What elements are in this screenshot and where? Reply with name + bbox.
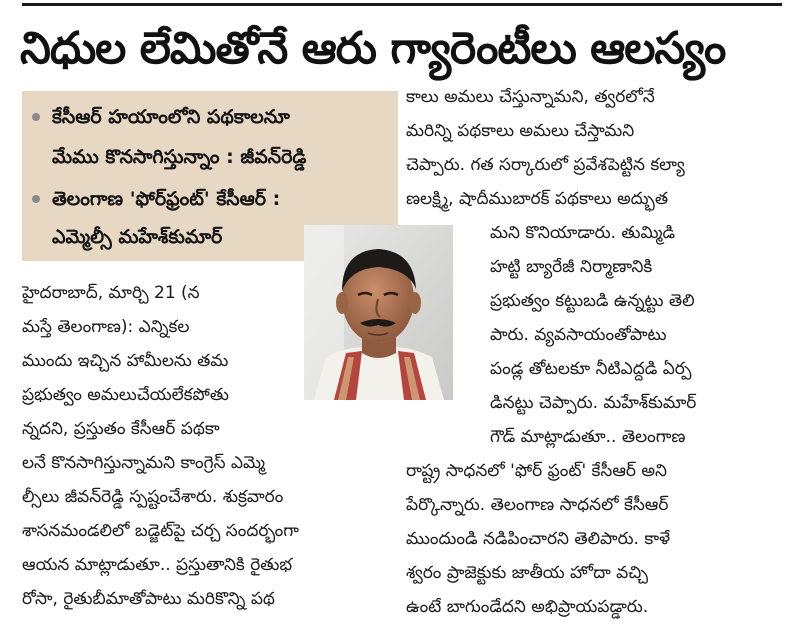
highlight-2-line-1: తెలంగాణ 'ఫోర్‌ఫ్రంట్' కేసీఆర్ : (52, 188, 281, 210)
left-line-2: మస్తే తెలంగాణ): ఎన్నికల (22, 317, 190, 337)
left-line-1: హైదరాబాద్, మార్చి 21 (న (22, 283, 200, 303)
left-line-5: న్నదని, ప్రస్తుతం కేసీఆర్ పథకా (22, 419, 220, 439)
highlight-1-line-1: కేసీఆర్ హయాంలోని పథకాలనూ (52, 106, 290, 128)
portrait-photo (304, 225, 453, 400)
right-line-16: ఉంటే బాగుండేదని అభిప్రాయపడ్డారు. (406, 597, 649, 617)
headline: నిధుల లేమితోనే ఆరు గ్యారెంటీలు ఆలస్యం (20, 23, 726, 74)
left-line-7: ల్సీలు జీవన్‌రెడ్డి స్పష్టంచేశారు. శుక్రవారం (22, 487, 284, 507)
right-line-15: శ్వరం ప్రాజెక్టుకు జాతీయ హోదా వచ్చి (406, 563, 649, 583)
right-line-7: ప్రభుత్వం కట్టుబడి ఉన్నట్టు తెలి (490, 291, 695, 311)
right-line-4: ణలక్ష్మి, షాదీముబారక్ పథకాలు అద్భుత (406, 189, 669, 209)
left-line-10: రోసా, రైతుబీమాతోపాటు మరికొన్ని పథ (22, 589, 275, 609)
right-line-9: పండ్ల తోటలకూ నీటిఎద్దడి ఏర్ప (490, 359, 692, 379)
right-line-5: మని కొనియాడారు. తుమ్మిడి (490, 223, 676, 243)
highlight-1-line-2: మేము కొనసాగిస్తున్నాం : జీవన్‌రెడ్డి (52, 146, 307, 168)
bullet-icon (32, 195, 40, 203)
left-line-3: ముందు ఇచ్చిన హామీలను తమ (22, 351, 229, 371)
bullet-icon (32, 113, 40, 121)
left-line-6: లనే కొనసాగిస్తున్నామని కాంగ్రెస్ ఎమ్మె (22, 453, 265, 473)
highlight-2-line-2: ఎమ్మెల్సీ మహేశ్‌కుమార్ (52, 226, 223, 248)
right-line-10: డినట్టు చెప్పారు. మహేశ్‌కుమార్ (490, 393, 697, 413)
left-line-4: ప్రభుత్వం అమలుచేయలేకపోతు (22, 385, 229, 405)
right-line-2: మరిన్ని పథకాలు అమలు చేస్తామని (406, 121, 635, 141)
right-line-6: హట్టి బ్యారేజీ నిర్మాణానికి (490, 257, 653, 277)
top-rule (22, 3, 782, 6)
left-line-8: శాసనమండలిలో బడ్జెట్‌పై చర్చ సందర్భంగా (22, 521, 299, 541)
right-line-3: చెప్పారు. గత సర్కారులో ప్రవేశపెట్టిన కల్యా (406, 155, 685, 175)
right-line-12: రాష్ట్ర సాధనలో 'ఫోర్ ఫ్రంట్' కేసీఆర్ అని (406, 461, 667, 481)
right-line-11: గౌడ్ మాట్లాడుతూ.. తెలంగాణ (490, 427, 686, 447)
right-line-1: కాలు అమలు చేస్తున్నామని, త్వరలోనే (406, 87, 655, 107)
right-line-8: పారు. వ్యవసాయంతోపాటు (490, 325, 667, 345)
left-line-9: ఆయన మాట్లాడుతూ.. ప్రస్తుతానికి రైతుభ (22, 555, 293, 575)
right-line-13: పేర్కొన్నారు. తెలంగాణ సాధనలో కేసీఆర్ (406, 495, 669, 515)
right-line-14: ముందుండి నడిపించారని తెలిపారు. కాళే (406, 529, 671, 549)
